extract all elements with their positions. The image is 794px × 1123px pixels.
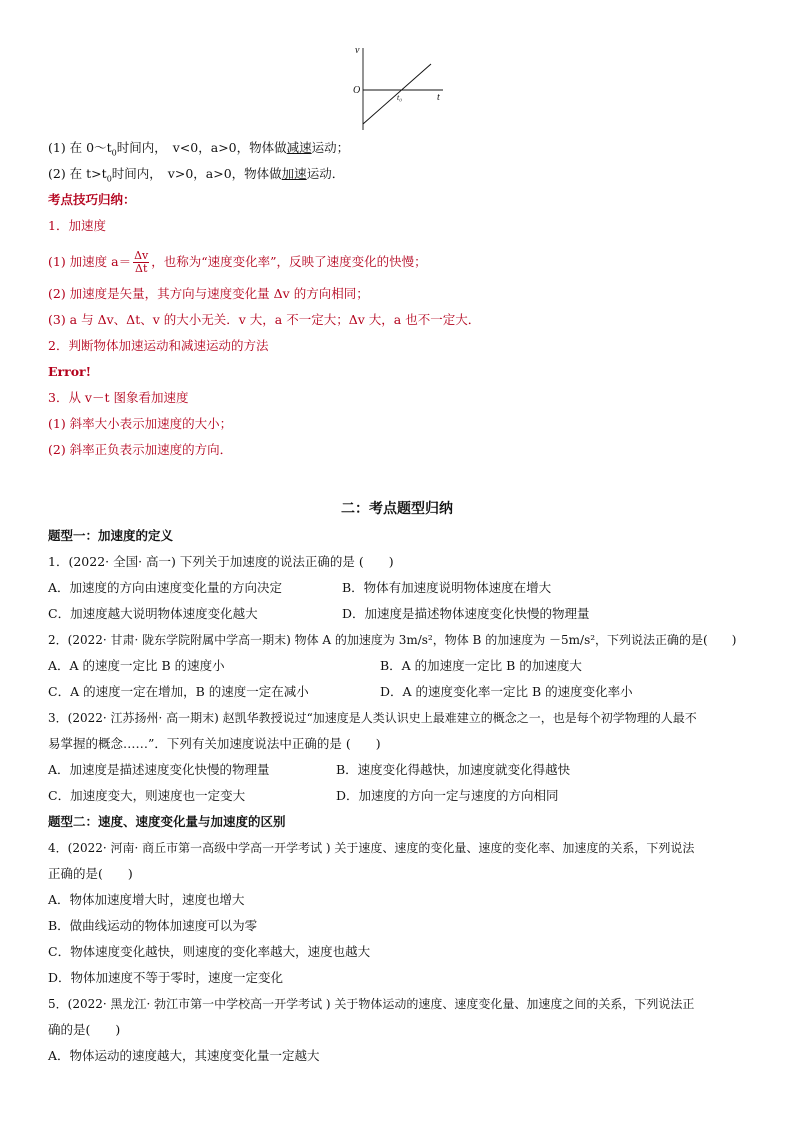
question-5-line-2: 确的是( ) — [48, 1022, 121, 1037]
question-2: 2．(2022· 甘肃· 陇东学院附属中学高一期末) 物体 A 的加速度为 3m/s²，物体 B 的加速度为 －5m/s²，下列说法正确的是( ) — [48, 633, 737, 647]
tips-title: 考点技巧归纳： — [48, 192, 136, 207]
question-1-option-b: B．物体有加速度说明物体速度在增大 — [342, 580, 552, 595]
origin-label: O — [353, 85, 361, 96]
question-1-option-d: D．加速度是描述物体速度变化快慢的物理量 — [342, 606, 590, 621]
question-4-option-d: D．物体加速度不等于零时，速度一定变化 — [48, 970, 284, 985]
tip-3-1: (1) 斜率大小表示加速度的大小； — [48, 416, 233, 431]
question-1-option-a: A．加速度的方向由速度变化量的方向决定 — [48, 580, 283, 595]
question-3-option-b: B．速度变化得越快，加速度就变化得越快 — [336, 762, 571, 777]
question-2-option-d: D．A 的速度变化率一定比 B 的速度变化率小 — [380, 684, 633, 699]
question-3-line-2: 易掌握的概念……”．下列有关加速度说法中正确的是 ( ) — [48, 736, 381, 751]
question-2-option-c: C．A 的速度一定在增加，B 的速度一定在减小 — [48, 684, 309, 699]
question-4-option-a: A．物体加速度增大时，速度也增大 — [48, 892, 245, 907]
question-4-line-1: 4．(2022· 河南· 商丘市第一高级中学高一开学考试 ) 关于速度、速度的变化量、速度的变化率、加速度的关系，下列说法 — [48, 841, 695, 855]
question-4-option-c: C．物体速度变化越快，则速度的变化率越大，速度也越大 — [48, 944, 371, 959]
section-title: 二：考点题型归纳 — [341, 501, 453, 517]
question-5-option-a: A．物体运动的速度越大，其速度变化量一定越大 — [48, 1048, 320, 1063]
error-text: Error! — [48, 364, 92, 379]
condition-1: (1) 在 $0\sim t_0$时间内， v<0，a>0，物体做减速运动； — [48, 140, 350, 158]
question-1-option-c: C．加速度越大说明物体速度变化越大 — [48, 606, 258, 621]
tip-1-3: (3) a 与 Δv、Δt、v 的大小无关．v 大，a 不一定大；Δv 大，a 也不一定大． — [48, 312, 481, 327]
tip-2-heading: 2．判断物体加速运动和减速运动的方法 — [48, 338, 269, 353]
delta-v-over-delta-t: $\frac{\Delta v}{\Delta t}$ — [134, 249, 149, 275]
question-3-option-c: C．加速度变大，则速度也一定变大 — [48, 788, 246, 803]
v-t-graph — [345, 44, 450, 132]
tip-3-2: (2) 斜率正负表示加速度的方向． — [48, 442, 233, 457]
tip-1-2: (2) 加速度是矢量，其方向与速度变化量 Δv 的方向相同； — [48, 286, 369, 301]
question-2-option-a: A．A 的速度一定比 B 的速度小 — [48, 658, 225, 673]
question-2-option-b: B．A 的加速度一定比 B 的加速度大 — [380, 658, 582, 673]
question-4-line-2: 正确的是( ) — [48, 866, 133, 881]
condition-2: (2) 在 $t>t_0$时间内， v>0，a>0，物体做加速运动． — [48, 166, 345, 184]
question-3-option-a: A．加速度是描述速度变化快慢的物理量 — [48, 762, 270, 777]
tip-1-1: (1) 加速度 a＝ $\frac{\Delta v}{\Delta t}$ ，也称为“速度变化率”，反映了速度变化的快慢； — [48, 249, 427, 275]
question-type-1: 题型一：加速度的定义 — [48, 528, 174, 543]
t0-label: t₀ — [397, 93, 403, 102]
question-5-line-1: 5．(2022· 黑龙江· 勃江市第一中学校高一开学考试 ) 关于物体运动的速度、速度变化量、加速度之间的关系，下列说法正 — [48, 997, 695, 1011]
question-3-option-d: D．加速度的方向一定与速度的方向相同 — [336, 788, 559, 803]
question-1: 1．(2022· 全国· 高一) 下列关于加速度的说法正确的是 ( ) — [48, 554, 394, 569]
v-axis-label: v — [355, 45, 360, 56]
tip-3-heading: 3．从 v－t 图象看加速度 — [48, 390, 189, 405]
tip-1-heading: 1．加速度 — [48, 218, 106, 233]
t-axis-label: t — [437, 92, 440, 103]
question-3-line-1: 3．(2022· 江苏扬州· 高一期末) 赵凯华教授说过“加速度是人类认识史上最难建立的概念之一，也是每个初学物理的人最不 — [48, 711, 697, 725]
question-4-option-b: B．做曲线运动的物体加速度可以为零 — [48, 918, 258, 933]
question-type-2: 题型二：速度、速度变化量与加速度的区别 — [48, 814, 286, 829]
